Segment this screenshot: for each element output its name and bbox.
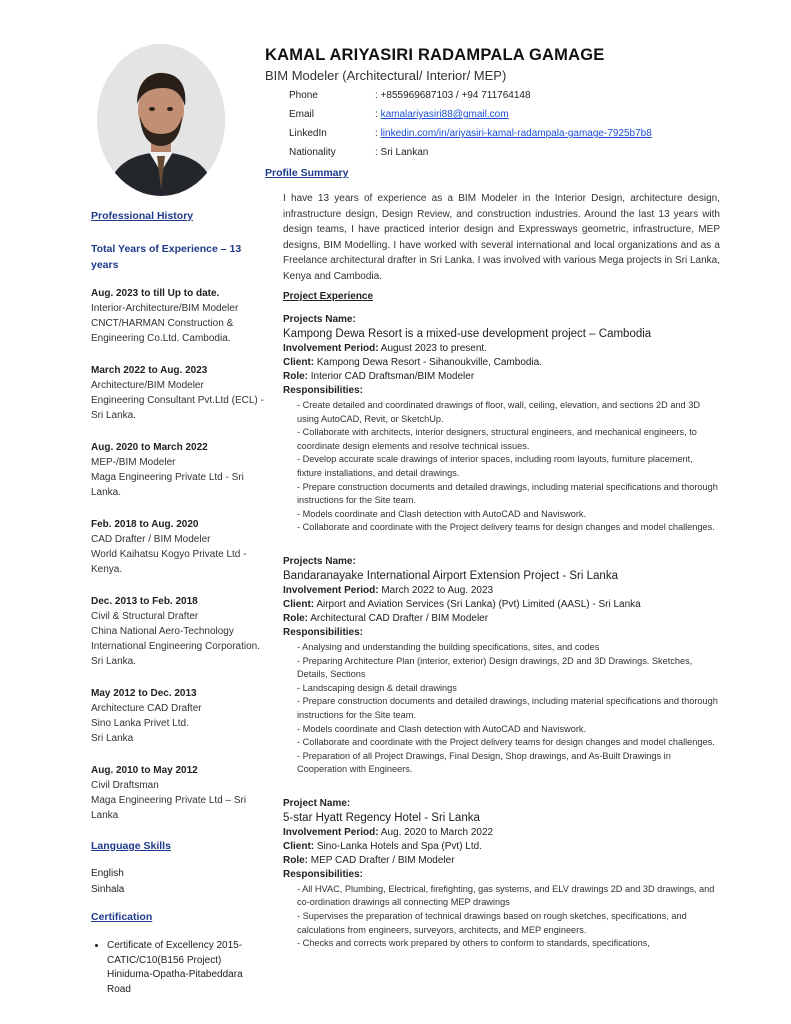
history-detail: Engineering Consultant Pvt.Ltd (ECL) - Sri Lanka. <box>91 395 264 421</box>
role-label: Role: <box>283 371 308 382</box>
main-content <box>265 46 720 951</box>
certification-item: • Certificate of Excellency 2015- CATIC/C10(B156 Project) Hiniduma-Opatha-Pitabeddara Road <box>107 939 269 997</box>
history-detail: Maga Engineering Private Ltd - Sri Lanka. <box>91 472 244 498</box>
person-portrait-icon <box>97 44 225 196</box>
project-experience-heading: Project Experience <box>283 291 374 302</box>
language-list <box>91 866 269 897</box>
responsibilities-label: Responsibilities: <box>283 626 364 638</box>
language-skills-heading: Language Skills <box>91 840 171 852</box>
responsibility-item: - Prepare construction documents and detailed drawings, including material specifications and thorough instructions for the Site team. <box>297 696 718 720</box>
contact-label: Nationality <box>289 147 336 158</box>
responsibilities-list <box>297 883 720 951</box>
responsibility-item: - Landscaping design & detail drawings <box>297 682 457 693</box>
client-line <box>283 356 720 370</box>
language-item: Sinhala <box>91 883 125 895</box>
project-name-label: Projects Name: <box>283 314 356 325</box>
total-experience: Total Years of Experience – 13 years <box>91 243 242 271</box>
client-label: Client: <box>283 598 315 610</box>
sidebar <box>91 210 269 997</box>
role-line <box>283 854 720 868</box>
role-label: Role: <box>283 612 308 624</box>
history-detail: Sri Lanka <box>91 733 134 744</box>
project-list <box>283 313 720 951</box>
contact-label: Email <box>289 109 315 120</box>
responsibilities-list <box>297 641 720 777</box>
responsibility-item: - Preparation of all Project Drawings, Final Design, Shop drawings, and As-Built Drawings in Cooperation with Engineers. <box>297 750 671 775</box>
contact-label: LinkedIn <box>289 128 327 139</box>
history-item <box>91 286 269 346</box>
responsibility-item: - Preparing Architecture Plan (interior, exterior) Design drawings, 2D and 3D Drawings. Sketches, Details, Sections <box>297 655 693 680</box>
history-period: Aug. 2023 to till Up to date. <box>91 288 220 299</box>
history-item <box>91 686 269 746</box>
certification-heading: Certification <box>91 911 153 923</box>
responsibilities-label: Responsibilities: <box>283 385 364 396</box>
history-period: Aug. 2010 to May 2012 <box>91 765 198 776</box>
contact-value[interactable]: : linkedin.com/in/ariyasiri-kamal-radampala-gamage-7925b7b8 <box>375 128 652 139</box>
history-detail: Architecture/BIM Modeler <box>91 380 204 391</box>
responsibilities-list <box>297 399 720 535</box>
involvement-period-value: Aug. 2020 to March 2022 <box>378 826 494 838</box>
client-label: Client: <box>283 840 315 852</box>
history-item <box>91 594 269 669</box>
contact-label: Phone <box>289 90 318 101</box>
history-list <box>91 286 269 823</box>
history-item <box>91 363 269 423</box>
role-value: Architectural CAD Drafter / BIM Modeler <box>308 612 489 624</box>
contact-row <box>289 86 720 105</box>
client-value: Airport and Aviation Services (Sri Lanka) (Pvt) Limited (AASL) - Sri Lanka <box>314 598 641 610</box>
responsibility-item: - All HVAC, Plumbing, Electrical, firefighting, gas systems, and ELV drawings 2D and 3D drawings, and co-ordination drawings all connecting MEP drawings <box>297 883 715 908</box>
responsibility-item: - Models coordinate and Clash detection with AutoCAD and Naviswork. <box>297 723 587 734</box>
role-value: MEP CAD Drafter / BIM Modeler <box>308 854 455 866</box>
language-item: English <box>91 868 124 879</box>
role-line <box>283 370 720 384</box>
history-period: Dec. 2013 to Feb. 2018 <box>91 596 198 607</box>
history-detail: Maga Engineering Private Ltd – Sri Lanka <box>91 795 247 821</box>
project-name: 5-star Hyatt Regency Hotel - Sri Lanka <box>283 811 480 824</box>
responsibility-item: - Prepare construction documents and detailed drawings, including material specifications and thorough instructions for the Site team. <box>297 481 718 506</box>
email-link[interactable]: kamalariyasiri88@gmail.com <box>380 109 509 120</box>
client-line <box>283 840 720 854</box>
client-label: Client: <box>283 357 315 368</box>
profile-summary-heading: Profile Summary <box>265 167 349 179</box>
history-period: March 2022 to Aug. 2023 <box>91 365 208 376</box>
project-name-label: Project Name: <box>283 797 351 809</box>
contact-row <box>289 124 720 143</box>
profile-summary: I have 13 years of experience as a BIM Modeler in the Interior Design, architecture design, infrastructure design, Design Review, and construction industries. Around the last 13 years with design teams, I have practiced interior design and Expressways geometric, infrastructure, MEP designs, BIM Modelling. I have worked with several international and local organizations and as a Freelance architectural drafter in Sri Lanka. I was involved with various Mega projects in Sri Lanka, Kenya and Cambodia. <box>283 193 720 282</box>
role-value: Interior CAD Draftsman/BIM Modeler <box>308 371 475 382</box>
responsibility-item: - Collaborate and coordinate with the Project delivery teams for design changes and model challenges. <box>297 522 715 533</box>
responsibility-item: - Collaborate with architects, interior designers, structural engineers, and mechanical engineers, to coordinate design elements and resolve technical issues. <box>297 427 697 451</box>
role-label: Role: <box>283 854 308 866</box>
involvement-period-value: August 2023 to present. <box>378 343 487 354</box>
project-block <box>283 313 720 535</box>
project-name-label: Projects Name: <box>283 555 356 567</box>
involvement-period-label: Involvement Period: <box>283 584 379 596</box>
contact-value: : Sri Lankan <box>375 147 429 158</box>
history-period: Feb. 2018 to Aug. 2020 <box>91 519 199 530</box>
responsibilities-label: Responsibilities: <box>283 868 364 880</box>
contact-row <box>289 105 720 124</box>
involvement-period-label: Involvement Period: <box>283 343 379 354</box>
project-block <box>283 555 720 777</box>
history-detail: Sino Lanka Privet Ltd. <box>91 718 189 729</box>
responsibility-item: - Checks and corrects work prepared by others to conform to standards, specifications, <box>297 938 650 949</box>
candidate-name: KAMAL ARIYASIRI RADAMPALA GAMAGE <box>265 46 605 64</box>
client-line <box>283 598 720 612</box>
role-line <box>283 612 720 626</box>
history-detail: Interior-Architecture/BIM Modeler <box>91 303 239 314</box>
history-detail: Sri Lanka. <box>91 656 137 667</box>
project-block <box>283 797 720 951</box>
project-name: Bandaranayake International Airport Extension Project - Sri Lanka <box>283 569 618 582</box>
professional-history-heading: Professional History <box>91 210 194 222</box>
history-detail: Civil Draftsman <box>91 780 159 791</box>
job-title: BIM Modeler (Architectural/ Interior/ MEP) <box>265 68 507 83</box>
involvement-period-line <box>283 826 720 840</box>
history-detail: Civil & Structural Drafter <box>91 611 199 622</box>
history-detail: Architecture CAD Drafter <box>91 703 202 714</box>
involvement-period-label: Involvement Period: <box>283 826 379 838</box>
client-value: Sino-Lanka Hotels and Spa (Pvt) Ltd. <box>314 840 482 852</box>
history-period: Aug. 2020 to March 2022 <box>91 442 208 453</box>
contact-row <box>289 143 720 162</box>
responsibility-item: - Models coordinate and Clash detection with AutoCAD and Naviswork. <box>297 508 587 519</box>
history-period: May 2012 to Dec. 2013 <box>91 688 197 699</box>
involvement-period-value: March 2022 to Aug. 2023 <box>378 584 494 596</box>
history-detail: CNCT/HARMAN Construction & Engineering Co.Ltd. Cambodia. <box>91 318 234 344</box>
history-item <box>91 763 269 823</box>
involvement-period-line <box>283 342 720 356</box>
history-detail: CAD Drafter / BIM Modeler <box>91 534 211 545</box>
certification-list <box>91 939 269 997</box>
profile-photo <box>97 44 225 196</box>
responsibility-item: - Supervises the preparation of technical drawings based on rough sketches, specifications, and calculations from engineers, surveyors, architects, and MEP engineers. <box>297 911 687 935</box>
contact-value: : +855969687103 / +94 711764148 <box>375 90 531 101</box>
responsibility-item: - Create detailed and coordinated drawings of floor, wall, ceiling, elevation, and sections 2D and 3D using AutoCAD, Revit, or SketchUp. <box>297 400 700 424</box>
responsibility-item: - Analysing and understanding the building specifications, sites, and codes <box>297 641 600 652</box>
history-item <box>91 517 269 577</box>
responsibility-item: - Collaborate and coordinate with the Project delivery teams for design changes and model challenges. <box>297 737 715 748</box>
contact-details <box>289 86 720 162</box>
history-detail: World Kaihatsu Kogyo Private Ltd - Kenya. <box>91 549 247 575</box>
client-value: Kampong Dewa Resort - Sihanoukville, Cambodia. <box>314 357 542 368</box>
history-item <box>91 440 269 500</box>
contact-value[interactable]: : kamalariyasiri88@gmail.com <box>375 109 509 120</box>
involvement-period-line <box>283 584 720 598</box>
linkedin-link[interactable]: linkedin.com/in/ariyasiri-kamal-radampala-gamage-7925b7b8 <box>380 128 652 139</box>
responsibility-item: - Develop accurate scale drawings of interior spaces, including room layouts, furniture placement, fixture installations, and detail drawings. <box>297 454 693 478</box>
history-detail: MEP-/BIM Modeler <box>91 457 176 468</box>
project-name: Kampong Dewa Resort is a mixed-use development project – Cambodia <box>283 328 652 340</box>
history-detail: China National Aero-Technology International Engineering Corporation. <box>91 626 260 652</box>
